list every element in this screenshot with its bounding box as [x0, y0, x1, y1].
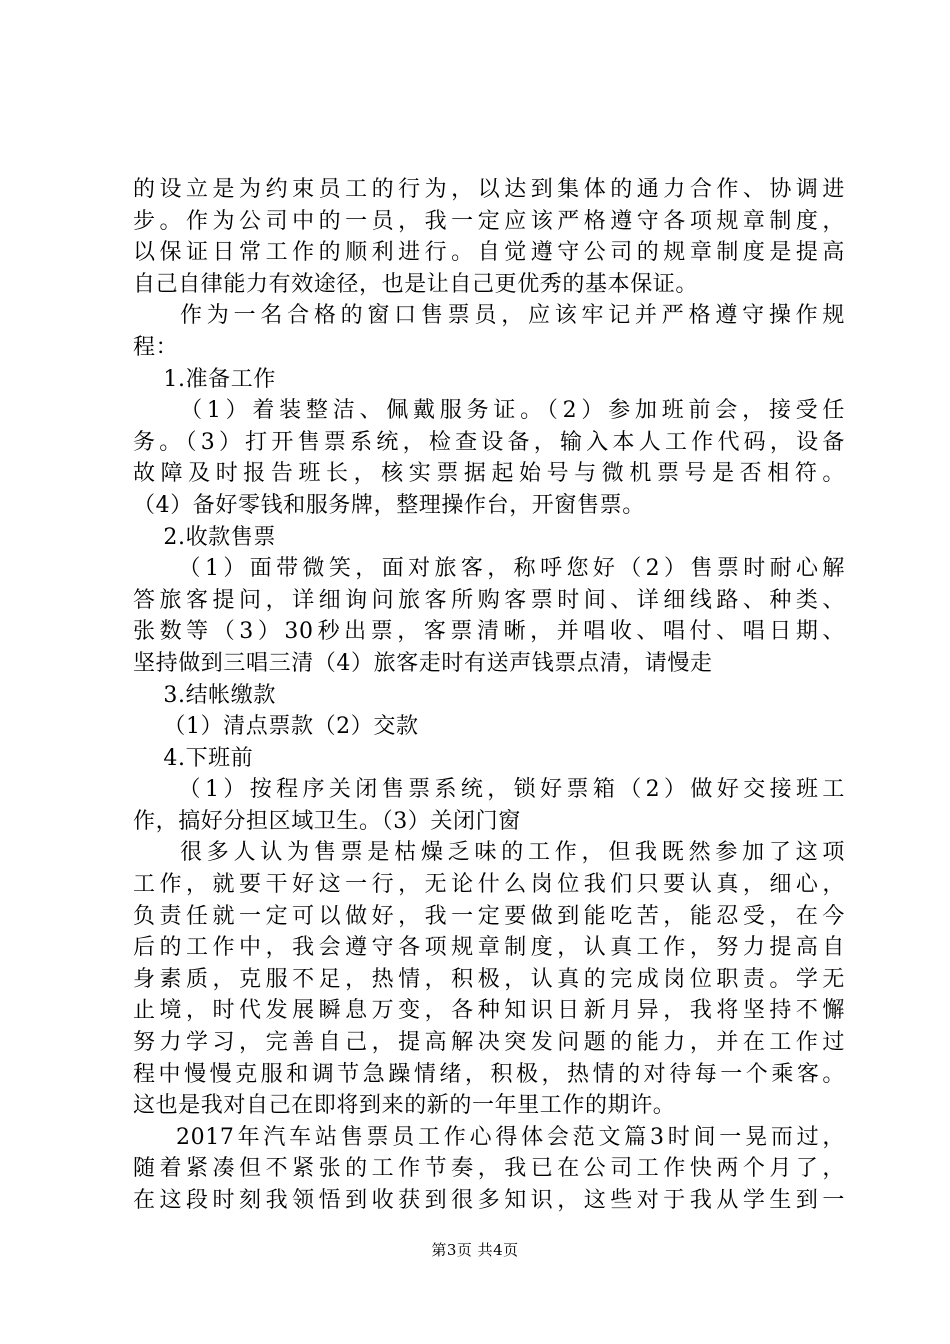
text-line: 坚持做到三唱三清（4）旅客走时有送声钱票点清，请慢走 — [133, 650, 713, 676]
text-line: 很多人认为售票是枯燥乏味的工作，但我既然参加了这项 — [133, 840, 845, 866]
text-line: 以保证日常工作的顺利进行。自觉遵守公司的规章制度是提高 — [133, 240, 845, 266]
text-line: 程： — [133, 334, 179, 360]
text-line: 张数等（3）30秒出票，客票清晰，并唱收、唱付、唱日期、 — [133, 619, 845, 645]
text-line: 身素质，克服不足，热情，积极，认真的完成岗位职责。学无 — [133, 966, 845, 992]
text-line: 工作，就要干好这一行，无论什么岗位我们只要认真，细心， — [133, 872, 845, 898]
text-line: 务。（3）打开售票系统，检查设备，输入本人工作代码，设备 — [133, 429, 845, 455]
text-line: 这也是我对自己在即将到来的新的一年里工作的期许。 — [133, 1093, 676, 1119]
text-line: （1）面带微笑，面对旅客，称呼您好（2）售票时耐心解 — [133, 556, 845, 582]
text-line: 止境，时代发展瞬息万变，各种知识日新月异，我将坚持不懈 — [133, 998, 845, 1024]
text-line: 后的工作中，我会遵守各项规章制度，认真工作，努力提高自 — [133, 935, 845, 961]
text-line: 的设立是为约束员工的行为，以达到集体的通力合作、协调进 — [133, 177, 845, 202]
text-line: 努力学习，完善自己，提高解决突发问题的能力，并在工作过 — [133, 1030, 845, 1056]
text-line: 作，搞好分担区域卫生。（3）关闭门窗 — [133, 808, 521, 834]
text-line: 自己自律能力有效途径，也是让自己更优秀的基本保证。 — [133, 271, 699, 297]
text-line: 在这段时刻我领悟到收获到很多知识，这些对于我从学生到一 — [133, 1188, 845, 1213]
text-line: 程中慢慢克服和调节急躁情绪，积极，热情的对待每一个乘客。 — [133, 1061, 845, 1087]
body-text — [133, 174, 845, 1217]
text-line: 2017年汽车站售票员工作心得体会范文篇3时间一晃而过， — [133, 1124, 845, 1150]
text-line: 2.收款售票 — [133, 524, 276, 550]
text-line: 负责任就一定可以做好，我一定要做到能吃苦，能忍受，在今 — [133, 903, 845, 929]
text-line: 随着紧凑但不紧张的工作节奏，我已在公司工作快两个月了， — [133, 1156, 845, 1182]
text-line: 1.准备工作 — [133, 366, 276, 392]
text-line: （1）按程序关闭售票系统，锁好票箱（2）做好交接班工 — [133, 777, 845, 803]
text-line: 故障及时报告班长，核实票据起始号与微机票号是否相符。 — [133, 461, 845, 487]
page-footer: 第3页 共4页 — [431, 1241, 519, 1259]
text-line: 步。作为公司中的一员，我一定应该严格遵守各项规章制度， — [133, 208, 845, 234]
text-line: 答旅客提问，详细询问旅客所购客票时间、详细线路、种类、 — [133, 587, 845, 613]
text-line: （1）着装整洁、佩戴服务证。（2）参加班前会，接受任 — [133, 398, 845, 424]
text-line: 3.结帐缴款 — [133, 682, 276, 708]
text-line: 作为一名合格的窗口售票员，应该牢记并严格遵守操作规 — [133, 303, 845, 329]
text-line: （4）备好零钱和服务牌，整理操作台，开窗售票。 — [133, 492, 645, 518]
text-line: 4.下班前 — [133, 745, 254, 771]
text-line: （1）清点票款（2）交款 — [133, 714, 419, 740]
